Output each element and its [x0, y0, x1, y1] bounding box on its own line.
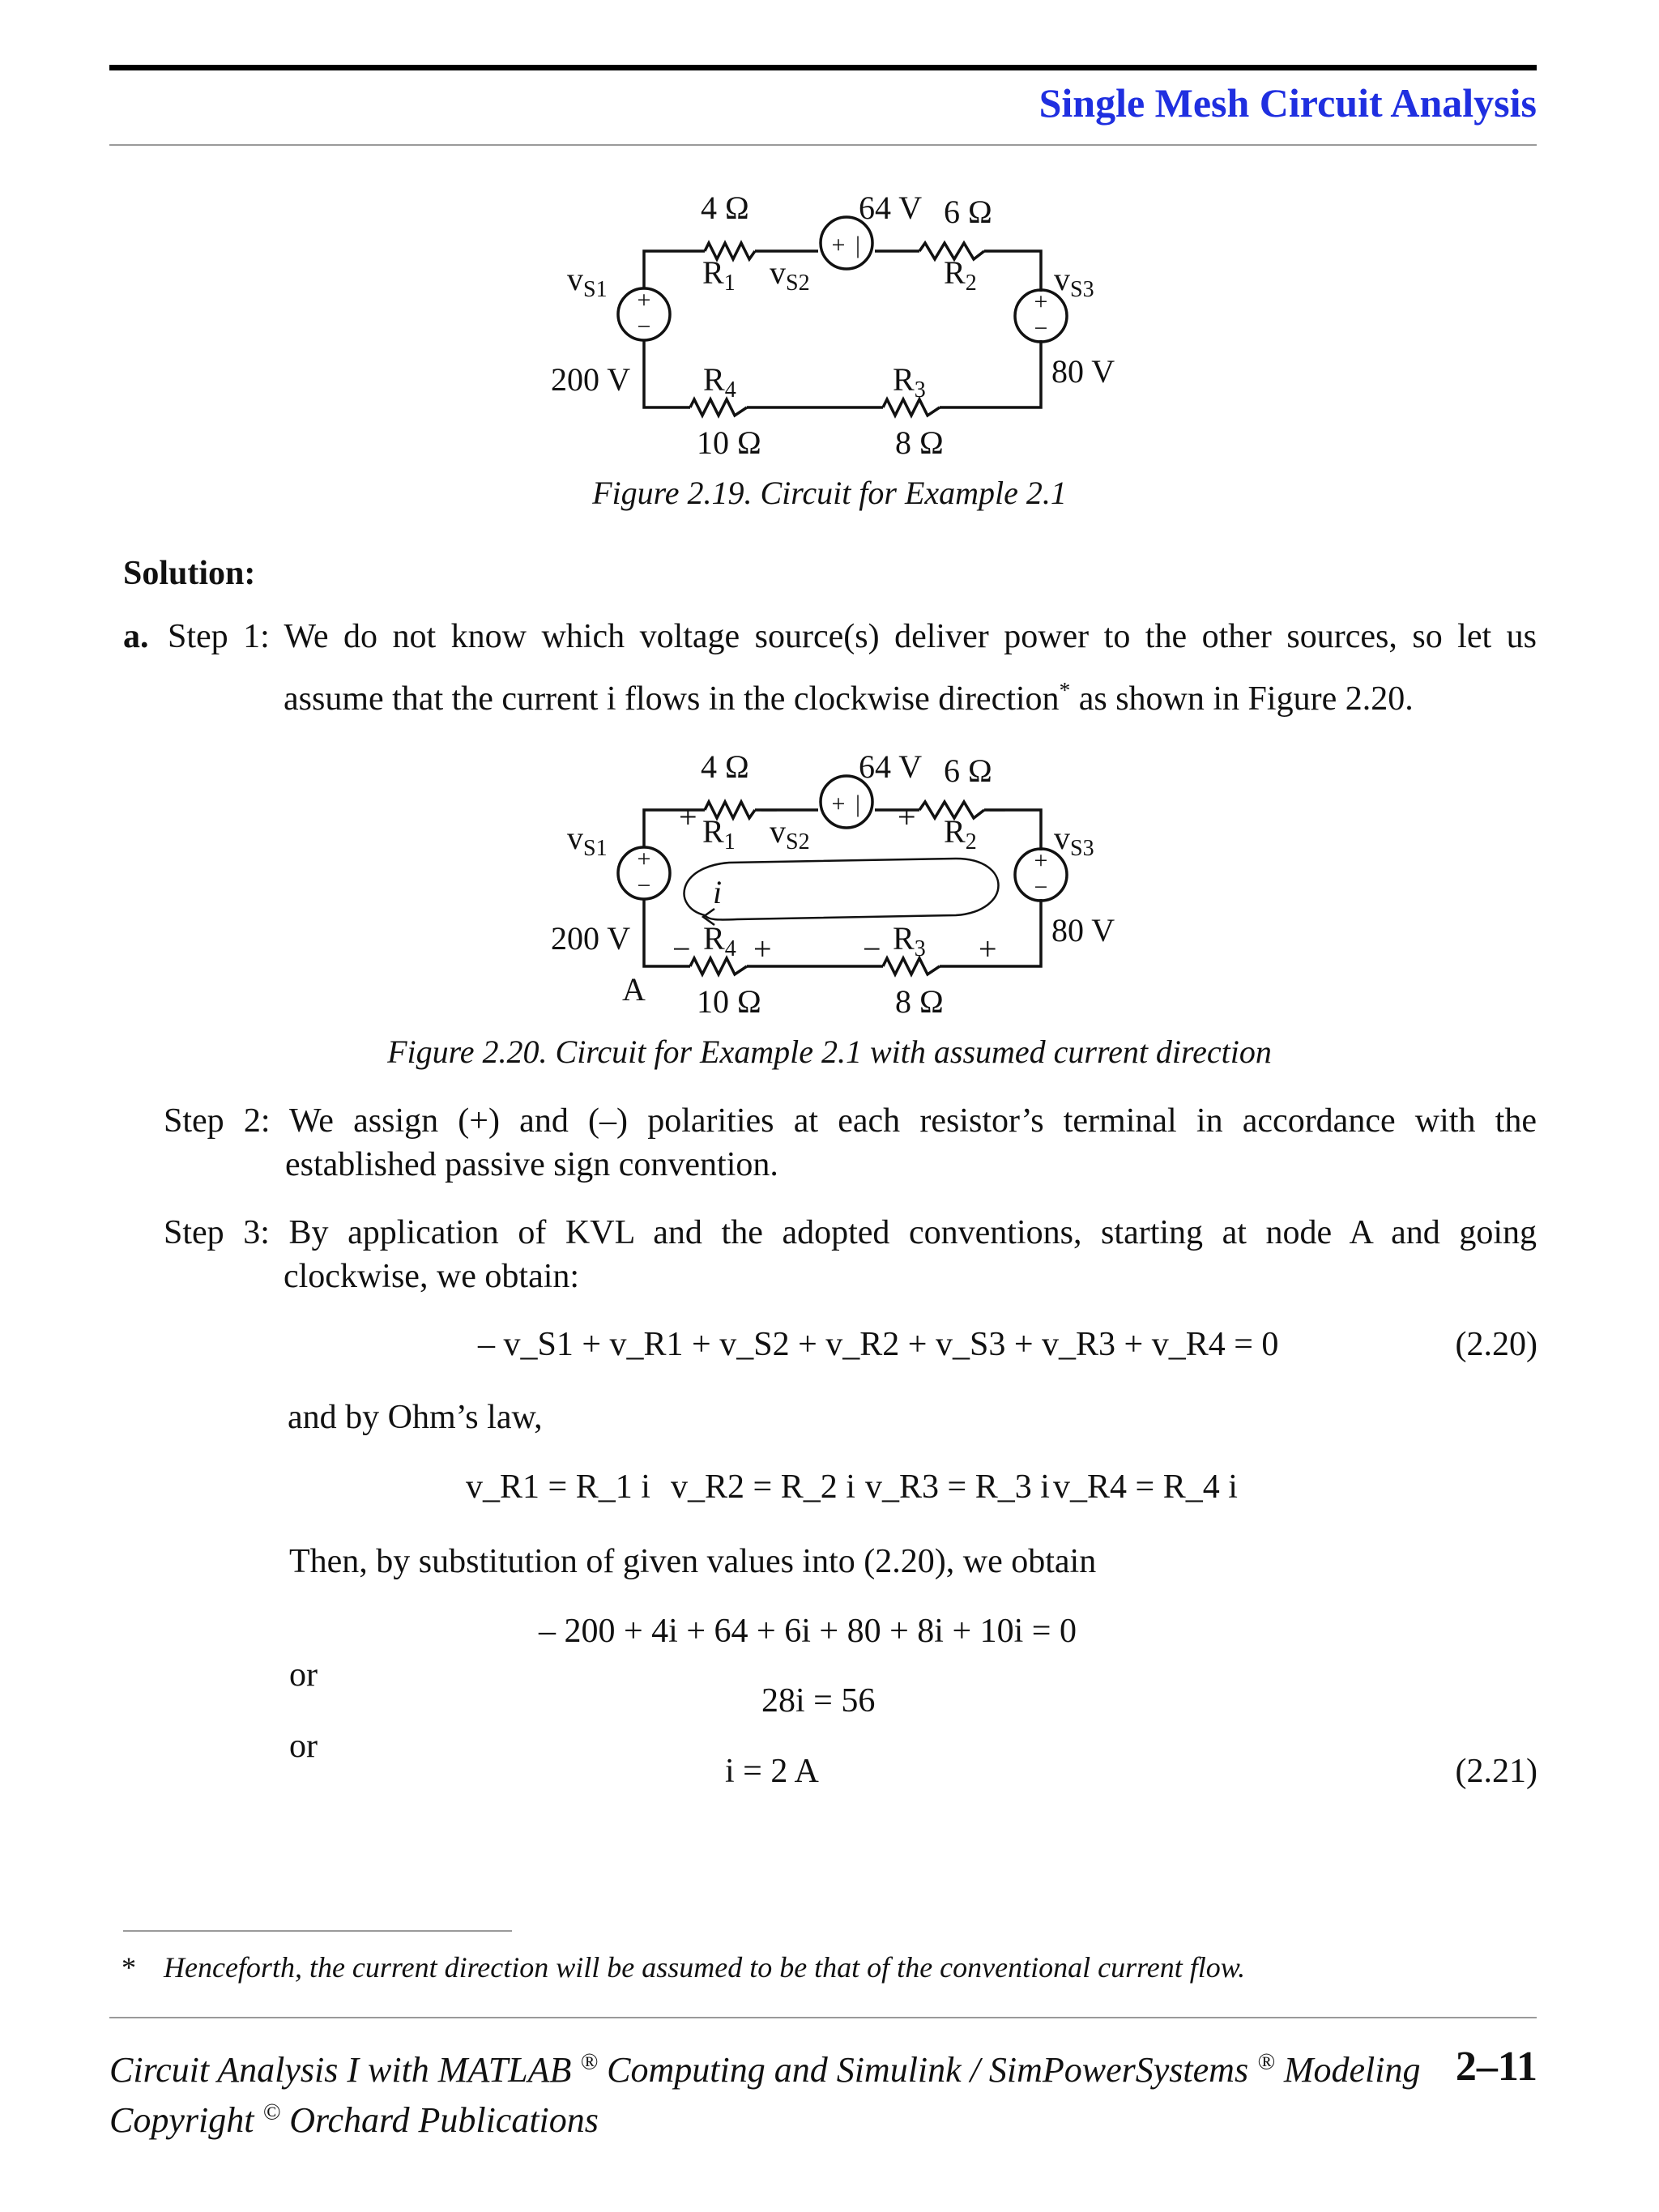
svg-text:8 Ω: 8 Ω — [895, 983, 944, 1020]
step2-line1: Step 2: We assign (+) and (–) polarities at each resistor’s terminal in accordance with the — [164, 1102, 1537, 1140]
solution-heading: Solution: — [123, 555, 256, 592]
svg-text:R1: $R_1$ — [702, 254, 736, 296]
ohm-eq-4: v_R4 = R_4 i — [1053, 1468, 1238, 1506]
substitution-text: Then, by substitution of given values into (2.20), we obtain — [289, 1543, 1097, 1580]
figure-2-19-caption: Figure 2.19. Circuit for Example 2.1 — [592, 475, 1067, 511]
svg-text:vS3: $v_{S3}$ — [1054, 820, 1094, 861]
step1-marker: a. — [123, 618, 149, 655]
vs1-minus: − — [637, 313, 651, 340]
svg-text:−: − — [637, 872, 651, 899]
svg-text:+: + — [898, 799, 916, 835]
svg-text:vS1: $v_{S1}$ — [567, 261, 608, 302]
equation-28i: 28i = 56 — [761, 1682, 876, 1720]
svg-text:−: − — [1034, 874, 1048, 901]
svg-text:vS3: $v_{S3}$ — [1054, 261, 1094, 302]
svg-text:64 V: 64 V — [859, 748, 923, 785]
svg-text:vS2: $v_{S2}$ — [770, 813, 810, 855]
svg-text:−: − — [988, 792, 1007, 829]
svg-text:R2: $R_2$ — [944, 813, 977, 855]
step3-line1: Step 3: By application of KVL and the adopted conventions, starting at node A and going — [164, 1214, 1537, 1251]
svg-text:200 V: 200 V — [551, 920, 631, 957]
svg-text:vS1: $v_{S1}$ — [567, 820, 608, 861]
svg-text:vS2: $v_{S2}$ — [770, 254, 810, 296]
svg-text:+: + — [1034, 288, 1048, 315]
svg-text:−: − — [672, 931, 691, 967]
step2-line2: established passive sign convention. — [285, 1146, 778, 1183]
svg-text:R3: $R_3$ — [893, 920, 926, 961]
svg-text:+: + — [979, 931, 997, 967]
running-header-title: Single Mesh Circuit Analysis — [1038, 80, 1537, 126]
footnote-text: Henceforth, the current direction will be assumed to be that of the conventional current flow. — [164, 1951, 1246, 1984]
svg-text:10 Ω: 10 Ω — [697, 424, 761, 461]
svg-text:−: − — [1034, 315, 1048, 342]
ohm-eq-1: v_R1 = R_1 i — [466, 1468, 650, 1506]
svg-text:80 V: 80 V — [1051, 912, 1115, 948]
svg-text:200 V: 200 V — [551, 361, 631, 398]
step1-line2: assume that the current i flows in the clockwise direction* as shown in Figure 2.20. — [284, 678, 1414, 718]
header-rule — [109, 144, 1537, 146]
svg-text:64 V: 64 V — [859, 190, 923, 226]
or-text-2: or — [289, 1728, 318, 1765]
equation-2-20: – v_S1 + v_R1 + v_S2 + v_R2 + v_S3 + v_R3 + v_R4 = 0 — [478, 1326, 1279, 1363]
svg-text:R1: $R_1$ — [702, 813, 736, 855]
top-rule — [109, 65, 1537, 70]
page-number: 2–11 — [1455, 2044, 1537, 2090]
ohm-eq-3: v_R3 = R_3 i — [865, 1468, 1050, 1506]
circuit-figure-2-19 — [535, 178, 1118, 486]
ohm-eq-2: v_R2 = R_2 i — [671, 1468, 855, 1506]
svg-text:6 Ω: 6 Ω — [944, 194, 992, 230]
equation-2-21: i = 2 A — [725, 1753, 819, 1790]
svg-text:+: + — [1034, 847, 1048, 874]
svg-text:+: + — [753, 931, 772, 967]
vs1-plus: + — [637, 287, 651, 313]
svg-text:80 V: 80 V — [1051, 353, 1115, 390]
svg-text:+: + — [679, 799, 697, 835]
footer-book-title: Circuit Analysis I with MATLAB ® Computing and Simulink / SimPowerSystems ® Modeling — [109, 2049, 1421, 2090]
step1-line1: Step 1: We do not know which voltage source(s) deliver power to the other sources, so let us — [168, 618, 1537, 655]
svg-text:R2: $R_2$ — [944, 254, 977, 296]
ohm-law-text: and by Ohm’s law, — [288, 1399, 543, 1436]
svg-text:4 Ω: 4 Ω — [701, 748, 749, 785]
svg-text:−: − — [760, 792, 778, 829]
svg-text:R3: $R_3$ — [893, 361, 926, 403]
equation-2-21-number: (2.21) — [1455, 1753, 1537, 1790]
footnote-rule — [123, 1930, 512, 1932]
step3-line2: clockwise, we obtain: — [284, 1258, 580, 1295]
svg-text:+: + — [637, 846, 651, 872]
svg-text:−: − — [863, 931, 881, 967]
circuit-figure-2-20 — [535, 737, 1118, 1045]
svg-text:6 Ω: 6 Ω — [944, 752, 992, 789]
svg-text:i: i — [713, 874, 723, 910]
svg-text:4 Ω: 4 Ω — [701, 190, 749, 226]
svg-text:|: | — [855, 232, 861, 258]
svg-text:10 Ω: 10 Ω — [697, 983, 761, 1020]
footnote-marker: * — [122, 1951, 136, 1984]
equation-substituted: – 200 + 4i + 64 + 6i + 80 + 8i + 10i = 0 — [539, 1613, 1077, 1650]
figure-2-20-caption: Figure 2.20. Circuit for Example 2.1 with assumed current direction — [387, 1034, 1272, 1070]
svg-text:|: | — [855, 791, 861, 817]
svg-text:+: + — [831, 791, 846, 817]
svg-text:R4: $R_4$ — [703, 361, 736, 403]
equation-2-20-number: (2.20) — [1455, 1326, 1537, 1363]
footer-copyright: Copyright © Orchard Publications — [109, 2099, 599, 2140]
svg-text:+: + — [831, 232, 846, 258]
svg-text:A: A — [622, 971, 646, 1008]
svg-text:8 Ω: 8 Ω — [895, 424, 944, 461]
or-text-1: or — [289, 1656, 318, 1694]
footer-rule — [109, 2017, 1537, 2018]
svg-text:R4: $R_4$ — [703, 920, 736, 961]
